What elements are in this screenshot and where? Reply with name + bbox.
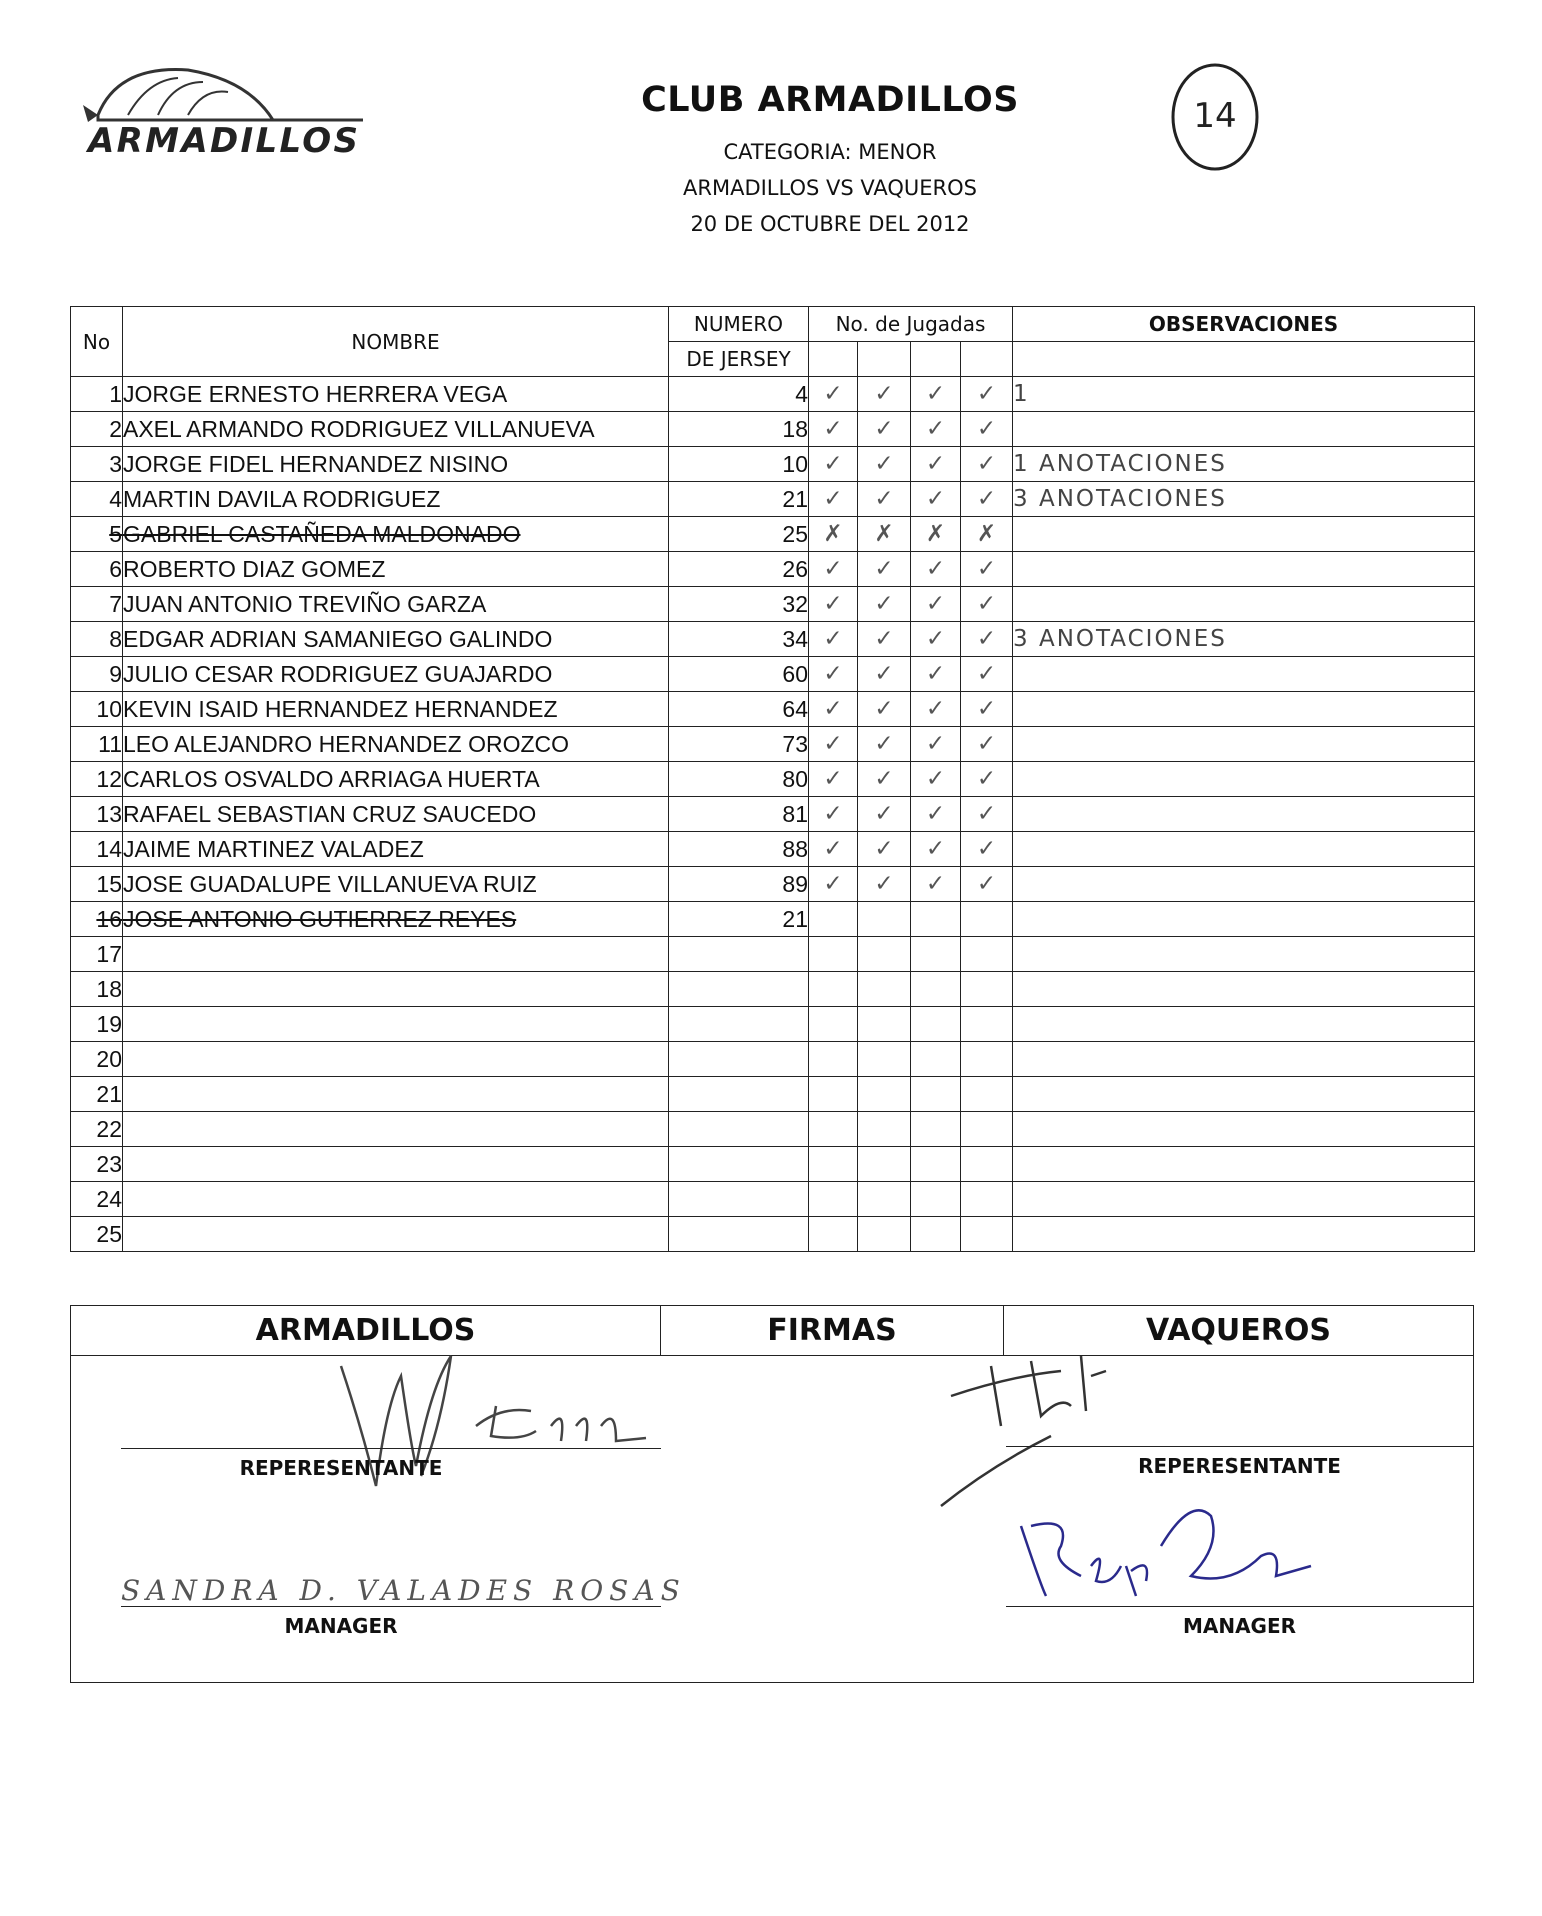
play-check (809, 1182, 858, 1217)
row-number: 22 (71, 1112, 123, 1147)
jersey-number (669, 1077, 809, 1112)
table-row (71, 447, 1475, 482)
observation: 3 ANOTACIONES (1013, 482, 1475, 517)
document-header (500, 80, 1160, 242)
play-check (858, 1147, 911, 1182)
play-check (911, 1112, 961, 1147)
play-check: ✓ (911, 657, 961, 692)
play-check: ✓ (961, 447, 1013, 482)
play-check: ✓ (911, 762, 961, 797)
signatures-section (70, 1305, 1474, 1683)
play-col (961, 342, 1013, 377)
firmas-header: FIRMAS (661, 1306, 1004, 1356)
play-check: ✓ (961, 377, 1013, 412)
play-check: ✓ (809, 657, 858, 692)
play-check: ✓ (911, 552, 961, 587)
jersey-number (669, 1007, 809, 1042)
row-number: 9 (71, 657, 123, 692)
observation (1013, 692, 1475, 727)
row-number: 4 (71, 482, 123, 517)
observation: 1 (1013, 377, 1475, 412)
player-name (123, 1182, 669, 1217)
jersey-number: 25 (669, 517, 809, 552)
play-check: ✓ (961, 692, 1013, 727)
player-name: JOSE GUADALUPE VILLANUEVA RUIZ (123, 867, 669, 902)
play-check (911, 1182, 961, 1217)
play-check: ✓ (809, 412, 858, 447)
play-check: ✓ (961, 867, 1013, 902)
play-check (809, 902, 858, 937)
observation (1013, 832, 1475, 867)
table-row (71, 972, 1475, 1007)
observation (1013, 1217, 1475, 1252)
observation (1013, 1182, 1475, 1217)
player-name: JOSE ANTONIO GUTIERREZ REYES (123, 902, 669, 937)
player-name: KEVIN ISAID HERNANDEZ HERNANDEZ (123, 692, 669, 727)
play-check: ✓ (858, 622, 911, 657)
play-check: ✗ (961, 517, 1013, 552)
row-number: 13 (71, 797, 123, 832)
play-check: ✓ (809, 622, 858, 657)
play-check: ✓ (911, 867, 961, 902)
header-jersey-2: DE JERSEY (669, 342, 809, 377)
play-check: ✓ (911, 797, 961, 832)
play-check: ✓ (809, 447, 858, 482)
jersey-number: 18 (669, 412, 809, 447)
play-check (911, 1007, 961, 1042)
player-name (123, 1077, 669, 1112)
vaqueros-manager-line (1006, 1606, 1473, 1607)
player-name: RAFAEL SEBASTIAN CRUZ SAUCEDO (123, 797, 669, 832)
observation (1013, 1007, 1475, 1042)
play-check (858, 937, 911, 972)
play-check (809, 1042, 858, 1077)
observation (1013, 1042, 1475, 1077)
play-check: ✓ (858, 482, 911, 517)
play-check: ✓ (858, 447, 911, 482)
play-check (911, 1217, 961, 1252)
play-check: ✓ (858, 377, 911, 412)
armadillos-manager-name: SANDRA D. VALADES ROSAS (121, 1574, 686, 1607)
play-check: ✓ (961, 832, 1013, 867)
row-number: 18 (71, 972, 123, 1007)
player-name: LEO ALEJANDRO HERNANDEZ OROZCO (123, 727, 669, 762)
player-name: ROBERTO DIAZ GOMEZ (123, 552, 669, 587)
play-col (911, 342, 961, 377)
roster-table (70, 306, 1475, 1252)
play-check (809, 1007, 858, 1042)
jersey-number: 88 (669, 832, 809, 867)
row-number: 2 (71, 412, 123, 447)
play-check: ✓ (809, 797, 858, 832)
table-row (71, 412, 1475, 447)
play-check: ✗ (911, 517, 961, 552)
observation (1013, 412, 1475, 447)
table-row (71, 482, 1475, 517)
club-title: CLUB ARMADILLOS (641, 80, 1019, 120)
jersey-number: 80 (669, 762, 809, 797)
play-check: ✓ (809, 552, 858, 587)
play-check (961, 1217, 1013, 1252)
play-check: ✓ (911, 622, 961, 657)
row-number: 1 (71, 377, 123, 412)
play-check (858, 972, 911, 1007)
play-check: ✓ (911, 377, 961, 412)
jersey-number: 21 (669, 482, 809, 517)
observation (1013, 587, 1475, 622)
armadillos-manager-label: MANAGER (284, 1614, 398, 1638)
play-check (809, 1112, 858, 1147)
observation (1013, 552, 1475, 587)
row-number: 5 (71, 517, 123, 552)
player-name: MARTIN DAVILA RODRIGUEZ (123, 482, 669, 517)
table-row (71, 762, 1475, 797)
observation (1013, 867, 1475, 902)
table-row (71, 587, 1475, 622)
play-check: ✓ (911, 587, 961, 622)
observation (1013, 762, 1475, 797)
play-check: ✓ (858, 867, 911, 902)
jersey-number: 81 (669, 797, 809, 832)
table-row (71, 1112, 1475, 1147)
observation (1013, 517, 1475, 552)
jersey-number (669, 1042, 809, 1077)
play-check: ✗ (809, 517, 858, 552)
jersey-number: 64 (669, 692, 809, 727)
player-name (123, 1042, 669, 1077)
play-check (858, 902, 911, 937)
table-row (71, 902, 1475, 937)
player-name (123, 1217, 669, 1252)
observation (1013, 657, 1475, 692)
jersey-number: 26 (669, 552, 809, 587)
jersey-number: 32 (669, 587, 809, 622)
jersey-number: 21 (669, 902, 809, 937)
table-row (71, 517, 1475, 552)
table-row (71, 1147, 1475, 1182)
play-check: ✓ (961, 482, 1013, 517)
observation (1013, 797, 1475, 832)
armadillos-header: ARMADILLOS (71, 1306, 661, 1356)
play-check (961, 1112, 1013, 1147)
row-number: 23 (71, 1147, 123, 1182)
match-label: ARMADILLOS VS VAQUEROS (683, 176, 977, 200)
player-name: JORGE ERNESTO HERRERA VEGA (123, 377, 669, 412)
play-check (961, 1147, 1013, 1182)
vaqueros-representative-line (1006, 1446, 1473, 1447)
play-check: ✓ (809, 867, 858, 902)
vaqueros-representative-label: REPERESENTANTE (1138, 1454, 1341, 1478)
row-number: 10 (71, 692, 123, 727)
table-row (71, 727, 1475, 762)
play-check: ✓ (961, 622, 1013, 657)
play-check (961, 937, 1013, 972)
header-no: No (71, 307, 123, 377)
play-check: ✓ (911, 482, 961, 517)
play-col (809, 342, 858, 377)
play-check (809, 1077, 858, 1112)
header-jersey-1: NUMERO (669, 307, 809, 342)
table-row (71, 1077, 1475, 1112)
row-number: 7 (71, 587, 123, 622)
jersey-number: 4 (669, 377, 809, 412)
table-row (71, 1007, 1475, 1042)
roster-body (71, 377, 1475, 1252)
jersey-number: 89 (669, 867, 809, 902)
player-name: EDGAR ADRIAN SAMANIEGO GALINDO (123, 622, 669, 657)
play-check: ✓ (858, 657, 911, 692)
play-check: ✓ (961, 727, 1013, 762)
row-number: 17 (71, 937, 123, 972)
player-name: GABRIEL CASTAÑEDA MALDONADO (123, 517, 669, 552)
date-label: 20 DE OCTUBRE DEL 2012 (690, 212, 970, 236)
svg-text:ARMADILLOS: ARMADILLOS (88, 121, 358, 160)
player-name: JULIO CESAR RODRIGUEZ GUAJARDO (123, 657, 669, 692)
play-check: ✓ (858, 587, 911, 622)
play-check: ✓ (911, 727, 961, 762)
play-check: ✓ (911, 692, 961, 727)
jersey-number (669, 1217, 809, 1252)
table-row (71, 1217, 1475, 1252)
play-check (809, 937, 858, 972)
player-name: JAIME MARTINEZ VALADEZ (123, 832, 669, 867)
play-check (858, 1112, 911, 1147)
play-check: ✓ (858, 412, 911, 447)
play-check (961, 1182, 1013, 1217)
play-check: ✗ (858, 517, 911, 552)
row-number: 6 (71, 552, 123, 587)
play-check: ✓ (809, 832, 858, 867)
play-check (911, 1042, 961, 1077)
play-check: ✓ (961, 762, 1013, 797)
observation (1013, 1112, 1475, 1147)
play-check (961, 1077, 1013, 1112)
jersey-number: 60 (669, 657, 809, 692)
player-name (123, 972, 669, 1007)
play-check: ✓ (809, 587, 858, 622)
jersey-number (669, 937, 809, 972)
play-check: ✓ (858, 797, 911, 832)
armadillos-manager-line (121, 1606, 661, 1607)
row-number: 16 (71, 902, 123, 937)
play-check: ✓ (809, 377, 858, 412)
player-name (123, 937, 669, 972)
jersey-number (669, 1147, 809, 1182)
row-number: 15 (71, 867, 123, 902)
play-check (961, 902, 1013, 937)
row-number: 24 (71, 1182, 123, 1217)
play-check: ✓ (911, 832, 961, 867)
play-check: ✓ (809, 762, 858, 797)
play-check (858, 1042, 911, 1077)
vaqueros-manager-label: MANAGER (1182, 1614, 1297, 1638)
player-name: CARLOS OSVALDO ARRIAGA HUERTA (123, 762, 669, 797)
table-row (71, 377, 1475, 412)
row-number: 20 (71, 1042, 123, 1077)
table-row (71, 657, 1475, 692)
jersey-number: 73 (669, 727, 809, 762)
table-row (71, 622, 1475, 657)
table-row (71, 937, 1475, 972)
play-check (858, 1077, 911, 1112)
play-check (858, 1182, 911, 1217)
player-name: JORGE FIDEL HERNANDEZ NISINO (123, 447, 669, 482)
play-check: ✓ (911, 447, 961, 482)
observation: 3 ANOTACIONES (1013, 622, 1475, 657)
play-check: ✓ (911, 412, 961, 447)
play-check (911, 1147, 961, 1182)
play-check: ✓ (809, 482, 858, 517)
table-row (71, 867, 1475, 902)
play-check: ✓ (809, 727, 858, 762)
obs-subheader (1013, 342, 1475, 377)
play-check (961, 1042, 1013, 1077)
play-check: ✓ (858, 762, 911, 797)
armadillos-representative-line (121, 1448, 661, 1449)
row-number: 25 (71, 1217, 123, 1252)
play-check (809, 1217, 858, 1252)
category-label: CATEGORIA: MENOR (723, 140, 937, 164)
page-number-circle (1165, 55, 1265, 175)
player-name (123, 1147, 669, 1182)
play-check: ✓ (961, 552, 1013, 587)
play-check: ✓ (858, 727, 911, 762)
play-col (858, 342, 911, 377)
player-name (123, 1112, 669, 1147)
table-row (71, 552, 1475, 587)
play-check (911, 937, 961, 972)
page-number: 14 (1193, 96, 1237, 136)
play-check (911, 972, 961, 1007)
armadillos-representative-signature (301, 1346, 721, 1506)
row-number: 21 (71, 1077, 123, 1112)
observation: 1 ANOTACIONES (1013, 447, 1475, 482)
play-check: ✓ (961, 412, 1013, 447)
play-check: ✓ (858, 552, 911, 587)
player-name: JUAN ANTONIO TREVIÑO GARZA (123, 587, 669, 622)
play-check (911, 1077, 961, 1112)
row-number: 19 (71, 1007, 123, 1042)
jersey-number (669, 972, 809, 1007)
observation (1013, 1077, 1475, 1112)
play-check: ✓ (809, 692, 858, 727)
table-row (71, 1182, 1475, 1217)
play-check (809, 1147, 858, 1182)
play-check: ✓ (961, 657, 1013, 692)
jersey-number (669, 1112, 809, 1147)
jersey-number: 34 (669, 622, 809, 657)
play-check (858, 1217, 911, 1252)
table-row (71, 832, 1475, 867)
play-check (858, 1007, 911, 1042)
observation (1013, 902, 1475, 937)
player-name: AXEL ARMANDO RODRIGUEZ VILLANUEVA (123, 412, 669, 447)
play-check: ✓ (961, 587, 1013, 622)
row-number: 14 (71, 832, 123, 867)
table-row (71, 1042, 1475, 1077)
row-number: 12 (71, 762, 123, 797)
row-number: 11 (71, 727, 123, 762)
armadillos-representative-label: REPERESENTANTE (239, 1456, 443, 1480)
header-plays: No. de Jugadas (809, 307, 1013, 342)
header-name: NOMBRE (123, 307, 669, 377)
observation (1013, 727, 1475, 762)
armadillos-logo (78, 60, 368, 160)
play-check (911, 902, 961, 937)
observation (1013, 972, 1475, 1007)
play-check: ✓ (858, 832, 911, 867)
play-check: ✓ (961, 797, 1013, 832)
vaqueros-header: VAQUEROS (1004, 1306, 1473, 1356)
play-check (809, 972, 858, 1007)
observation (1013, 937, 1475, 972)
play-check (961, 972, 1013, 1007)
observation (1013, 1147, 1475, 1182)
player-name (123, 1007, 669, 1042)
table-row (71, 797, 1475, 832)
vaqueros-manager-signature (1011, 1486, 1351, 1616)
row-number: 8 (71, 622, 123, 657)
table-row (71, 692, 1475, 727)
jersey-number (669, 1182, 809, 1217)
row-number: 3 (71, 447, 123, 482)
header-observations: OBSERVACIONES (1013, 307, 1475, 342)
play-check (961, 1007, 1013, 1042)
play-check: ✓ (858, 692, 911, 727)
jersey-number: 10 (669, 447, 809, 482)
